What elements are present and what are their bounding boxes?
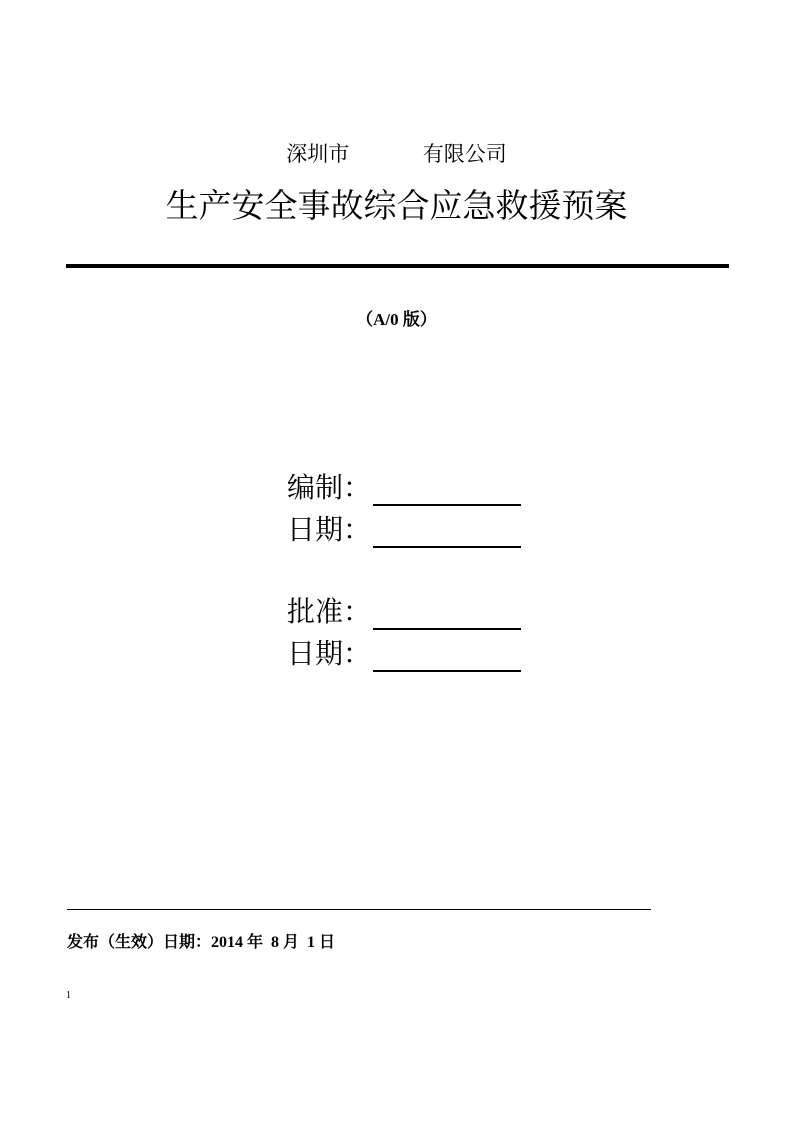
approved-date-row bbox=[287, 636, 521, 672]
release-date: 发布（生效）日期：2014 年 8 月 1 日 bbox=[67, 934, 336, 951]
approved-by-row bbox=[287, 594, 521, 630]
approved-by-blank-field[interactable] bbox=[373, 597, 521, 630]
version-label: （A/0 版） bbox=[356, 310, 437, 329]
compiled-by-label: 编制： bbox=[287, 471, 372, 504]
approved-by-label: 批准： bbox=[287, 595, 372, 628]
compiled-date-label: 日期： bbox=[287, 513, 372, 546]
approved-date-blank-field[interactable] bbox=[373, 639, 521, 672]
company-name: 深圳市 有限公司 bbox=[286, 142, 507, 166]
approved-date-label: 日期： bbox=[287, 637, 372, 670]
document-title: 生产安全事故综合应急救援预案 bbox=[165, 186, 628, 225]
compiled-date-row bbox=[287, 512, 521, 548]
footer-divider bbox=[67, 909, 651, 910]
compiled-date-blank-field[interactable] bbox=[373, 515, 521, 548]
compiled-by-row bbox=[287, 470, 521, 506]
compiled-by-blank-field[interactable] bbox=[373, 473, 521, 506]
page-number: 1 bbox=[66, 990, 71, 1001]
title-underline-divider bbox=[66, 264, 729, 268]
